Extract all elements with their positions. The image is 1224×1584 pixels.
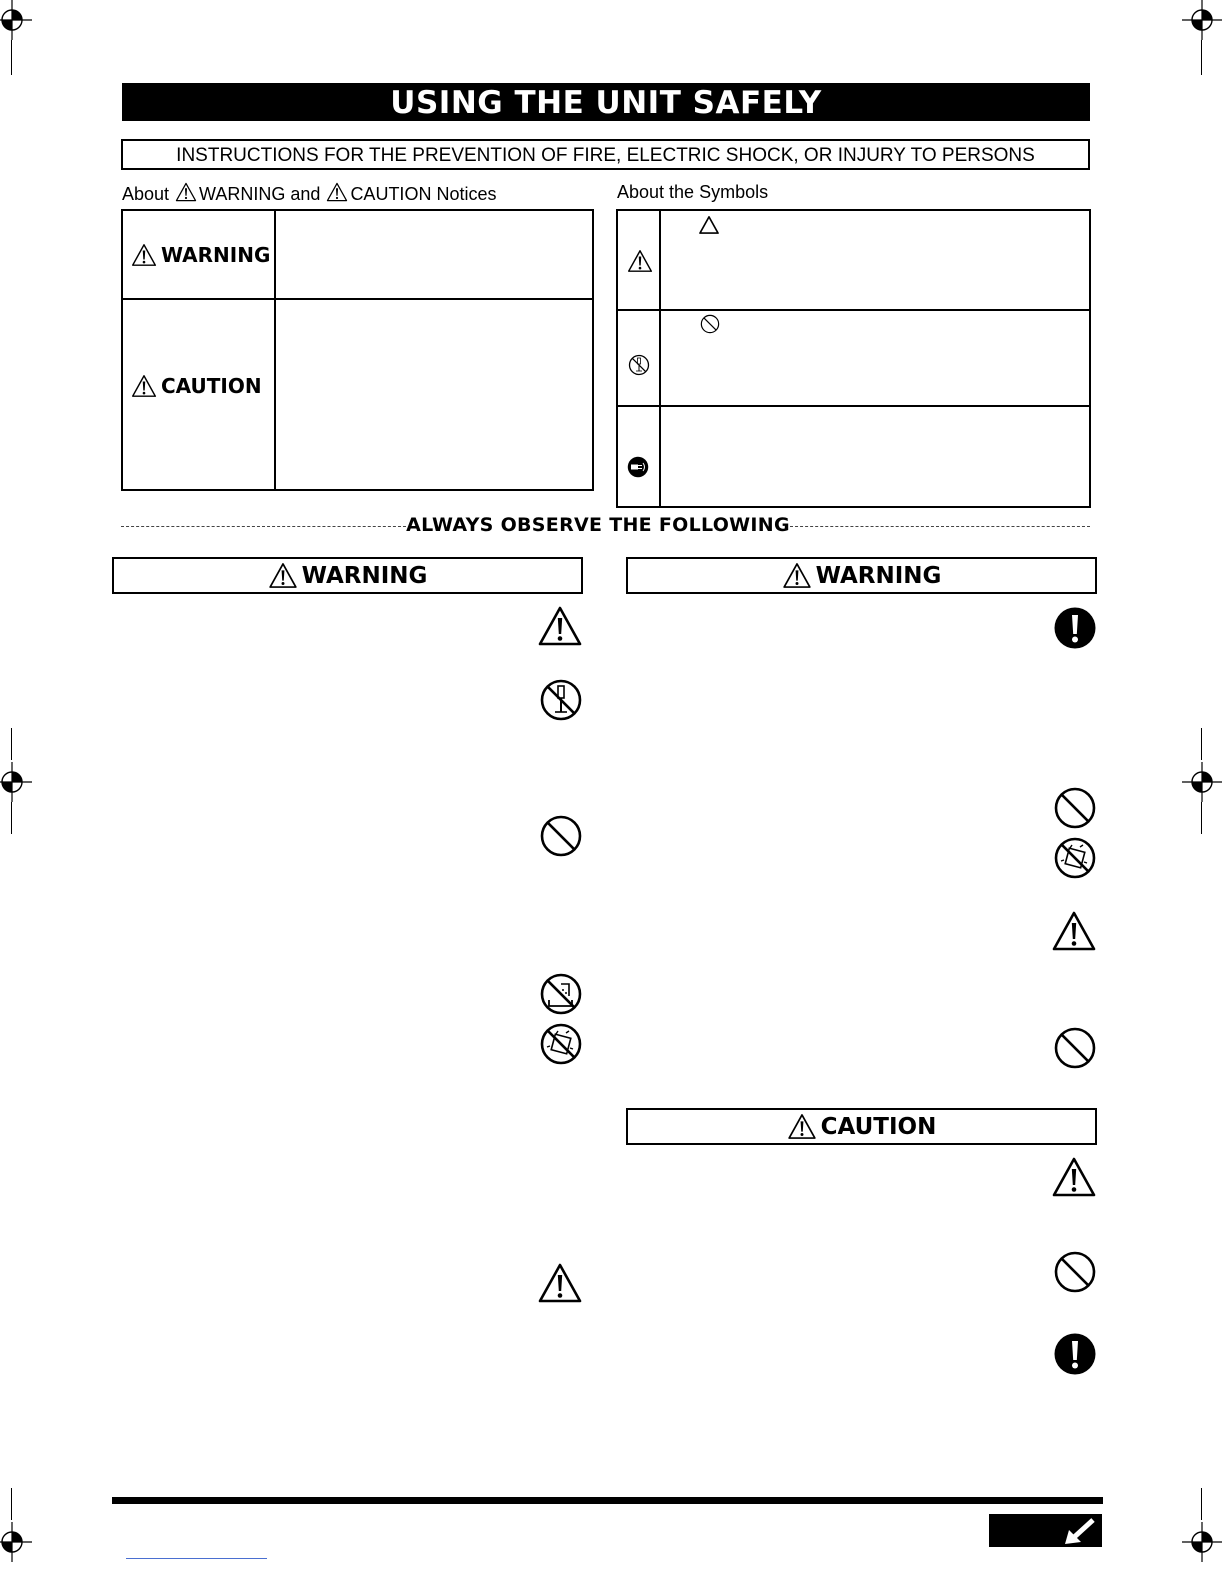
- caution-triangle-icon: [1051, 1156, 1097, 1198]
- crop-line: [1201, 802, 1202, 834]
- table-divider: [618, 309, 1089, 311]
- caution-label: CAUTION: [131, 374, 262, 398]
- crop-line: [1201, 728, 1202, 760]
- caution-triangle-icon: [131, 243, 157, 267]
- always-observe-heading: ALWAYS OBSERVE THE FOLLOWING: [406, 514, 790, 536]
- caution-triangle-icon: [537, 605, 583, 647]
- symbols-caption: About the Symbols: [617, 182, 769, 202]
- left-warning-header: WARNING: [112, 557, 583, 594]
- warning-label: WARNING: [131, 243, 270, 267]
- prohibited-icon: [1053, 1026, 1097, 1070]
- caution-triangle-icon: [326, 182, 348, 202]
- caution-triangle-icon: [268, 562, 298, 589]
- continue-tab: [989, 1514, 1102, 1547]
- no-disassemble-icon: [539, 678, 583, 722]
- dashed-rule: [121, 526, 406, 527]
- crop-line: [11, 802, 12, 834]
- mandatory-icon: [1053, 606, 1097, 650]
- unplug-icon: [627, 456, 649, 478]
- page-subtitle: INSTRUCTIONS FOR THE PREVENTION OF FIRE, ELECTRIC SHOCK, OR INJURY TO PERSONS: [121, 139, 1090, 170]
- symbols-table: [616, 209, 1091, 508]
- crop-line: [11, 728, 12, 760]
- crop-line: [1201, 40, 1202, 75]
- registration-mark-icon: [1182, 1522, 1222, 1562]
- caution-triangle-icon: [175, 182, 197, 202]
- caption-and: and: [290, 184, 321, 204]
- footer-link-line: [126, 1558, 267, 1559]
- right-caution-header: CAUTION: [626, 1108, 1097, 1145]
- dashed-rule: [790, 526, 1090, 527]
- right-warning-header: WARNING: [626, 557, 1097, 594]
- registration-mark-icon: [0, 762, 32, 802]
- crop-line: [11, 40, 12, 75]
- prohibited-icon: [1053, 1250, 1097, 1294]
- registration-mark-icon: [1182, 0, 1222, 40]
- caution-triangle-icon: [537, 1262, 583, 1304]
- registration-mark-icon: [1182, 762, 1222, 802]
- crop-line: [1201, 1488, 1202, 1520]
- caption-warning: WARNING: [199, 184, 286, 204]
- no-disassemble-icon: [628, 354, 650, 376]
- table-divider: [123, 298, 592, 300]
- prohibited-icon: [1053, 786, 1097, 830]
- prohibited-icon: [539, 814, 583, 858]
- crop-line: [11, 1488, 12, 1520]
- caution-triangle-icon: [1051, 910, 1097, 952]
- table-divider: [274, 211, 276, 489]
- page-title: USING THE UNIT SAFELY: [122, 83, 1090, 121]
- table-divider: [618, 405, 1089, 407]
- no-shock-icon: [539, 1022, 583, 1066]
- caption-caution: CAUTION: [350, 184, 432, 204]
- footer-rule: [112, 1497, 1103, 1504]
- notices-table: [121, 209, 594, 491]
- no-shock-icon: [1053, 836, 1097, 880]
- caution-triangle-icon: [131, 374, 157, 398]
- table-divider: [659, 211, 661, 506]
- registration-mark-icon: [0, 0, 32, 40]
- caution-triangle-icon: [782, 562, 812, 589]
- caption-prefix: About: [122, 184, 170, 204]
- caution-triangle-icon: [627, 249, 653, 273]
- continue-arrow-icon: [1059, 1516, 1099, 1546]
- registration-mark-icon: [0, 1522, 32, 1562]
- caption-suffix: Notices: [436, 184, 497, 204]
- caution-triangle-icon: [787, 1113, 817, 1140]
- notices-caption: [122, 182, 496, 205]
- prohibited-icon: [700, 314, 720, 334]
- triangle-outline-icon: [698, 215, 720, 235]
- mandatory-icon: [1053, 1332, 1097, 1376]
- no-water-icon: [539, 972, 583, 1016]
